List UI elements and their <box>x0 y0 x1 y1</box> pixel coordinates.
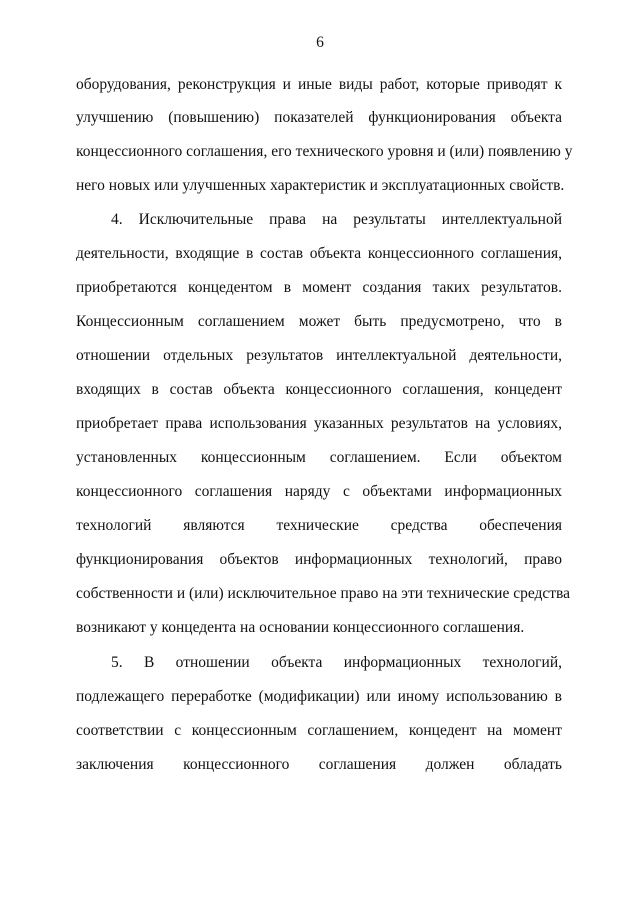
text-line: улучшению (повышению) показателей функционирования объекта <box>76 109 562 126</box>
page-number: 6 <box>316 34 324 51</box>
text-line: отношении отдельных результатов интеллектуальной деятельности, <box>76 347 562 364</box>
text-line: него новых или улучшенных характеристик и эксплуатационных свойств. <box>76 177 565 194</box>
text-line: собственности и (или) исключительное право на эти технические средства <box>76 585 571 602</box>
text-line: соответствии с концессионным соглашением, концедент на момент <box>76 722 562 739</box>
text-line: заключения концессионного соглашения должен обладать <box>76 756 562 773</box>
paragraph-4-first-line: 4. Исключительные права на результаты интеллектуальной <box>111 211 562 228</box>
text-line: приобретает права использования указанных результатов на условиях, <box>76 415 562 432</box>
text-line: концессионного соглашения наряду с объектами информационных <box>76 483 562 500</box>
text-line: концессионного соглашения, его технического уровня и (или) появлению у <box>76 143 573 160</box>
text-line: оборудования, реконструкция и иные виды работ, которые приводят к <box>76 76 562 93</box>
text-line: подлежащего переработке (модификации) или иному использованию в <box>76 688 562 705</box>
text-line: установленных концессионным соглашением. Если объектом <box>76 449 562 466</box>
text-line: приобретаются концедентом в момент создания таких результатов. <box>76 279 562 296</box>
text-line: входящих в состав объекта концессионного соглашения, концедент <box>76 381 562 398</box>
text-line: возникают у концедента на основании концессионного соглашения. <box>76 619 525 636</box>
text-line: функционирования объектов информационных технологий, право <box>76 551 562 568</box>
text-line: деятельности, входящие в состав объекта концессионного соглашения, <box>76 245 562 262</box>
text-line: технологий являются технические средства обеспечения <box>76 517 562 534</box>
paragraph-5-first-line: 5. В отношении объекта информационных технологий, <box>111 654 562 671</box>
text-line: Концессионным соглашением может быть предусмотрено, что в <box>76 313 562 330</box>
